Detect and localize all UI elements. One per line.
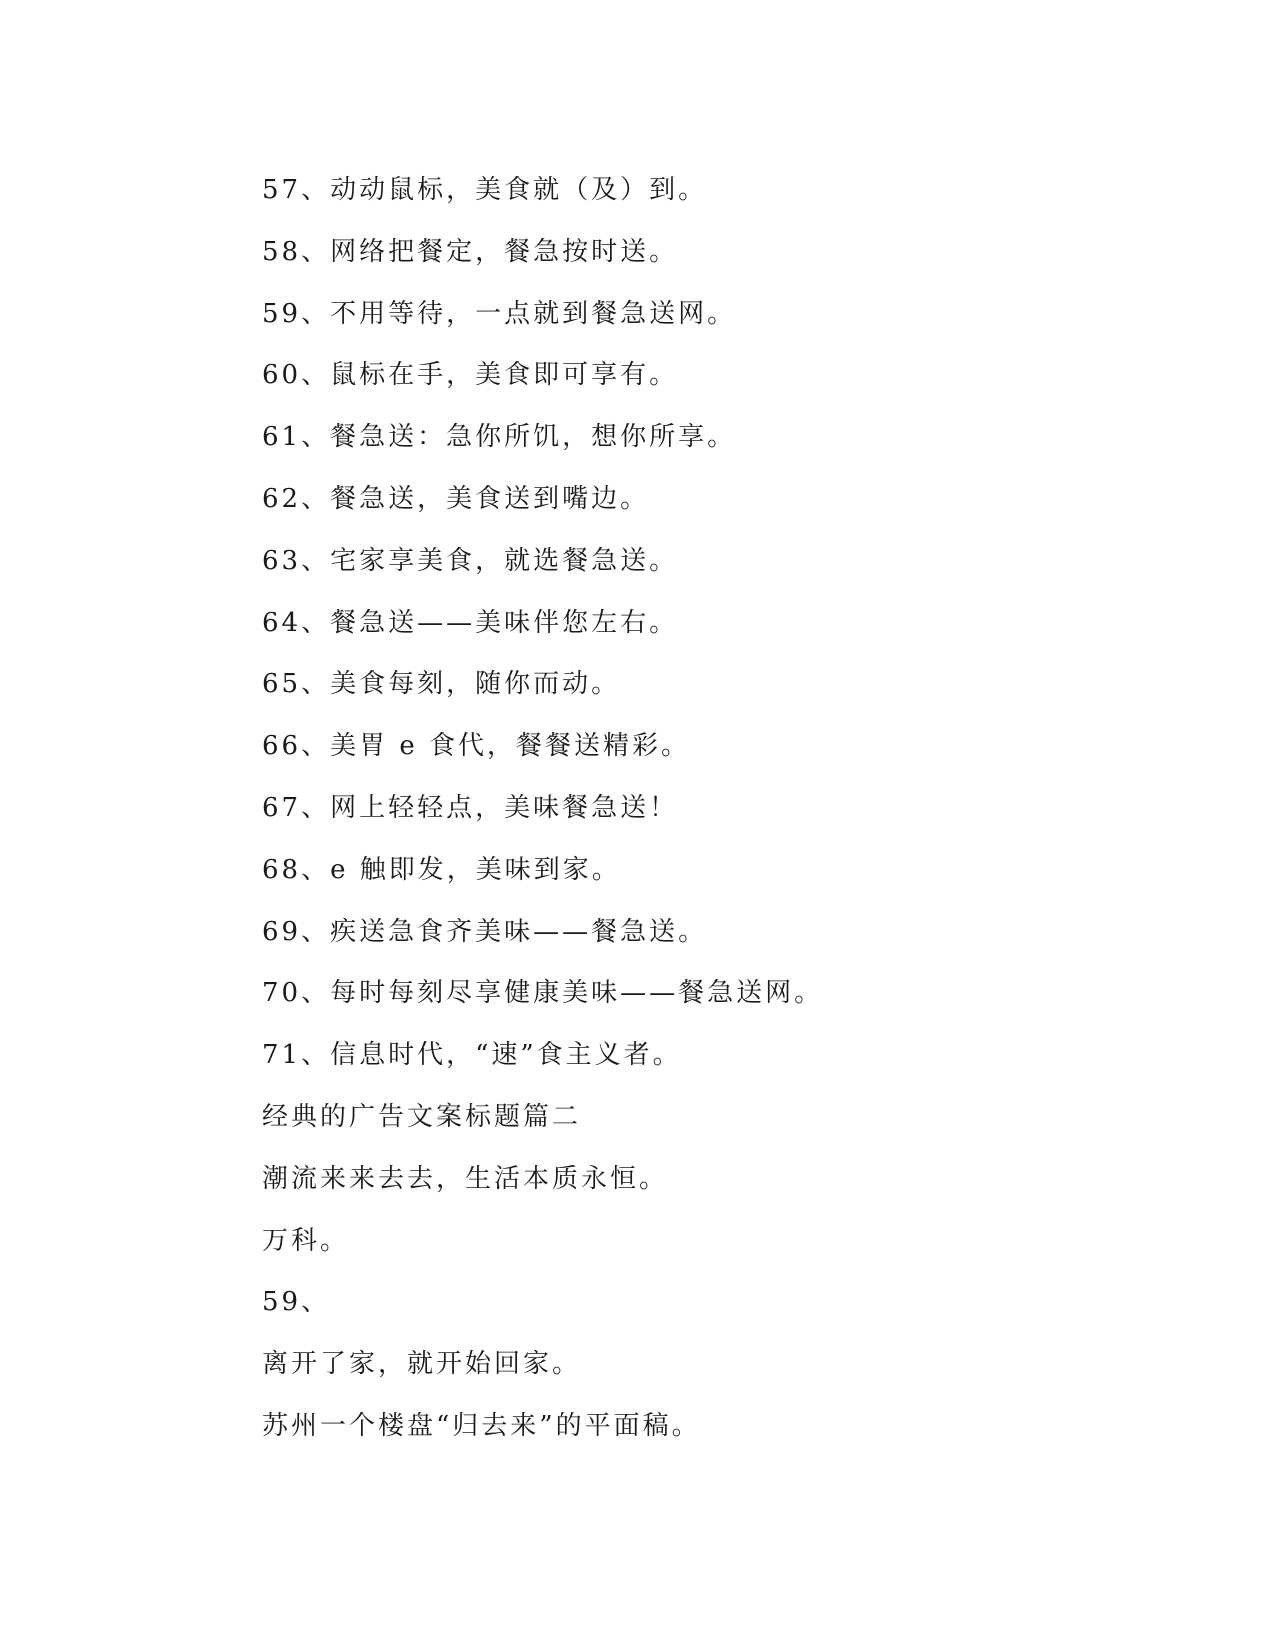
slogan-line-66: 66、美胃 e 食代，餐餐送精彩。 — [262, 731, 691, 762]
slogan-line-62: 62、餐急送，美食送到嘴边。 — [262, 483, 650, 514]
slogan-line-57: 57、动动鼠标，美食就（及）到。 — [262, 175, 708, 205]
slogan-line-71: 71、信息时代，“速”食主义者。 — [262, 1040, 682, 1071]
slogan-line-63: 63、宅家享美食，就选餐急送。 — [262, 545, 679, 576]
paragraph-line: 潮流来来去去，生活本质永恒。 — [262, 1163, 669, 1194]
slogan-line-70: 70、每时每刻尽享健康美味——餐急送网。 — [262, 978, 824, 1009]
slogan-line-59: 59、不用等待，一点就到餐急送网。 — [262, 298, 737, 329]
paragraph-line: 苏州一个楼盘“归去来”的平面稿。 — [262, 1410, 701, 1441]
paragraph-line: 59、 — [262, 1287, 331, 1318]
slogan-line-67: 67、网上轻轻点，美味餐急送！ — [262, 792, 679, 823]
slogan-line-69: 69、疾送急食齐美味——餐急送。 — [262, 916, 708, 947]
paragraph-line: 离开了家，就开始回家。 — [262, 1349, 582, 1380]
paragraph-line: 万科。 — [262, 1225, 350, 1256]
section-heading: 经典的广告文案标题篇二 — [262, 1101, 582, 1132]
document-body — [262, 163, 1162, 1461]
slogan-line-64: 64、餐急送——美味伴您左右。 — [262, 607, 679, 638]
slogan-line-60: 60、鼠标在手，美食即可享有。 — [262, 360, 679, 391]
slogan-line-65: 65、美食每刻，随你而动。 — [262, 669, 621, 700]
slogan-line-61: 61、餐急送：急你所饥，想你所享。 — [262, 422, 737, 453]
slogan-line-68: 68、e 触即发，美味到家。 — [262, 854, 621, 885]
slogan-line-58: 58、网络把餐定，餐急按时送。 — [262, 236, 679, 267]
